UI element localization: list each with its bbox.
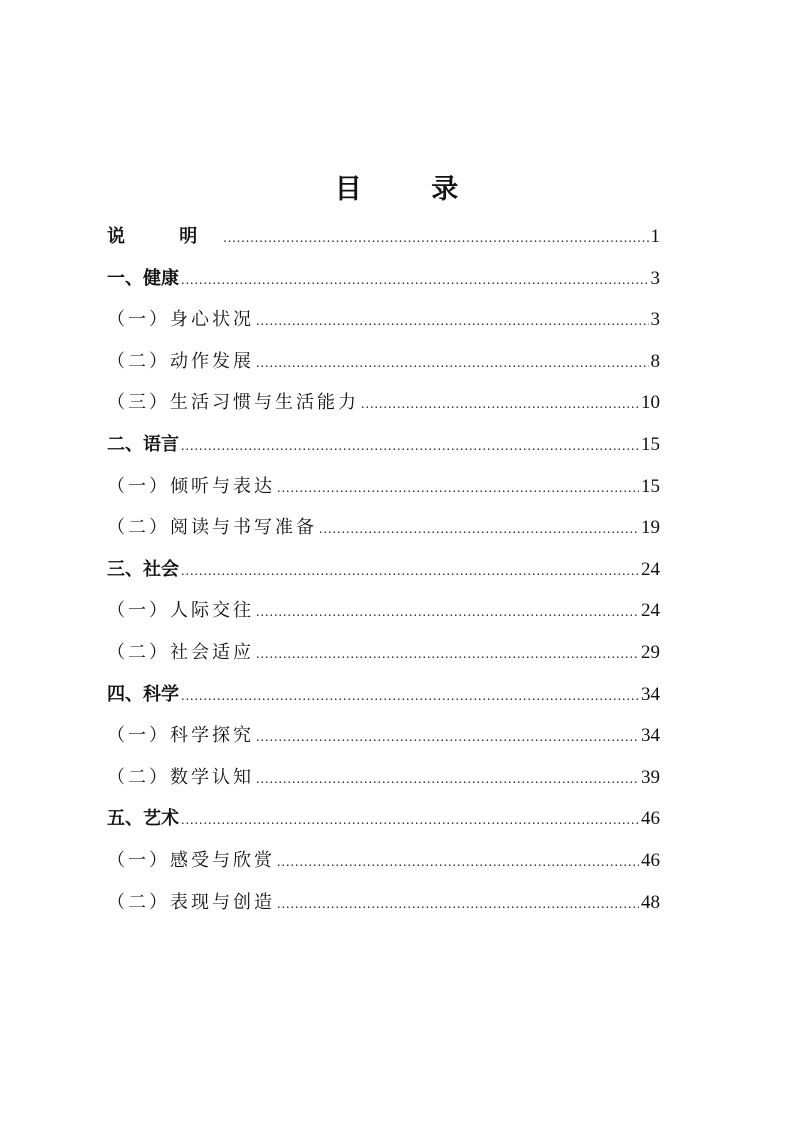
toc-entry-label: （二）社会适应 [107, 641, 254, 663]
toc-dot-leader [256, 717, 639, 759]
toc-page-number: 8 [650, 350, 660, 372]
toc-subentry-perception-appreciation[interactable] [107, 840, 660, 882]
toc-dot-leader [181, 551, 639, 593]
toc-title: 目 录 [334, 174, 489, 206]
toc-subentry-interpersonal[interactable] [107, 590, 660, 632]
toc-page-number: 24 [641, 600, 660, 622]
toc-entry-label: （二）阅读与书写准备 [107, 517, 317, 539]
toc-entry-science[interactable] [107, 674, 660, 716]
toc-entry-label: （三）生活习惯与生活能力 [107, 392, 359, 414]
toc-page-number: 46 [641, 849, 660, 871]
toc-page-number: 39 [641, 766, 660, 788]
toc-dot-leader [181, 676, 639, 718]
toc-entry-health[interactable] [107, 258, 660, 300]
toc-entry-label: （二）表现与创造 [107, 891, 275, 913]
toc-subentry-listening-expression[interactable] [107, 466, 660, 508]
toc-dot-leader [319, 509, 639, 551]
toc-subentry-physical-mental[interactable] [107, 299, 660, 341]
toc-dot-leader [256, 634, 639, 676]
toc-page-number: 15 [641, 433, 660, 455]
toc-entry-label: （一）感受与欣赏 [107, 849, 275, 871]
toc-entry-label: （一）科学探究 [107, 725, 254, 747]
toc-page-number: 29 [641, 641, 660, 663]
toc-entry-label: （一）身心状况 [107, 309, 254, 331]
toc-entry-label: （二）数学认知 [107, 766, 254, 788]
toc-entry-art[interactable] [107, 798, 660, 840]
toc-entry-label: 二、语言 [107, 433, 179, 455]
toc-dot-leader [256, 301, 649, 343]
toc-dot-leader [181, 426, 639, 468]
toc-page-number: 15 [641, 475, 660, 497]
toc-entry-society[interactable] [107, 549, 660, 591]
toc-page-number: 48 [641, 891, 660, 913]
toc-page-number: 3 [650, 309, 660, 331]
toc-page-number: 34 [641, 725, 660, 747]
toc-entry-label: （二）动作发展 [107, 350, 254, 372]
toc-entry-label: 五、艺术 [107, 808, 179, 830]
toc-dot-leader [256, 343, 649, 385]
toc-page-number: 34 [641, 683, 660, 705]
toc-entry-label: （一）人际交往 [107, 600, 254, 622]
toc-entry-label: 说 明 [107, 226, 222, 247]
toc-dot-leader [256, 592, 639, 634]
toc-subentry-expression-creation[interactable] [107, 882, 660, 924]
toc-dot-leader [181, 260, 649, 302]
toc-entry-label: 三、社会 [107, 558, 179, 580]
toc-dot-leader [277, 842, 639, 884]
toc-page-number: 19 [641, 517, 660, 539]
toc-dot-leader [277, 468, 639, 510]
toc-subentry-social-adaptation[interactable] [107, 632, 660, 674]
toc-page-number: 3 [650, 267, 660, 289]
toc-page-number: 46 [641, 808, 660, 830]
toc-dot-leader [223, 218, 648, 260]
toc-subentry-reading-writing[interactable] [107, 507, 660, 549]
toc-subentry-math-cognition[interactable] [107, 757, 660, 799]
toc-dot-leader [181, 800, 639, 842]
toc-dot-leader [361, 384, 639, 426]
toc-entry-language[interactable] [107, 424, 660, 466]
toc-list [107, 216, 660, 923]
toc-subentry-living-habits[interactable] [107, 382, 660, 424]
toc-entry-explanation[interactable] [107, 216, 660, 258]
toc-subentry-scientific-inquiry[interactable] [107, 715, 660, 757]
toc-entry-label: 四、科学 [107, 683, 179, 705]
toc-entry-label: （一）倾听与表达 [107, 475, 275, 497]
toc-subentry-motor-development[interactable] [107, 341, 660, 383]
toc-entry-label: 一、健康 [107, 267, 179, 289]
toc-page-number: 24 [641, 558, 660, 580]
toc-dot-leader [256, 759, 639, 801]
toc-page-number: 1 [650, 226, 660, 247]
toc-page-number: 10 [641, 392, 660, 414]
toc-dot-leader [277, 884, 639, 926]
